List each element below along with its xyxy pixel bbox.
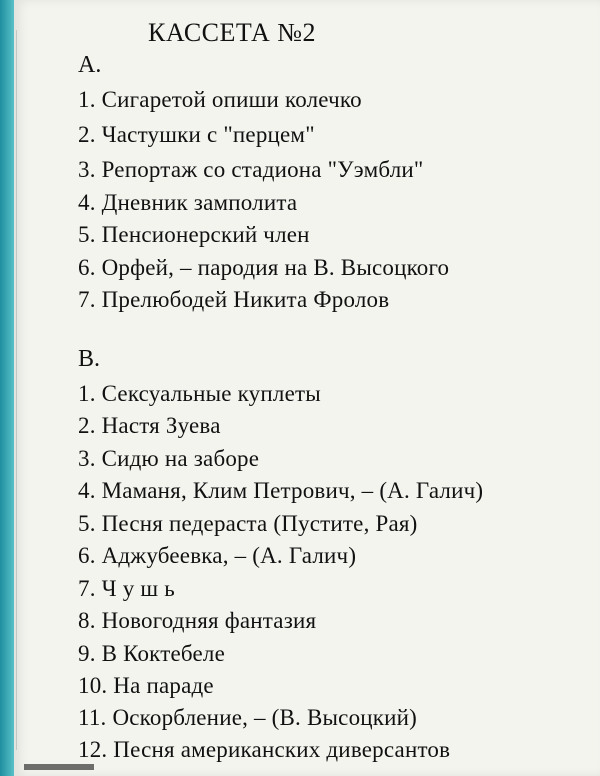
side-b-track: 9. В Коктебеле bbox=[78, 641, 226, 666]
side-a-track: 1. Сигаретой опиши колечко bbox=[78, 87, 362, 112]
side-a-track: 3. Репортаж со стадиона "Уэмбли" bbox=[78, 157, 424, 182]
print-artifact bbox=[24, 764, 94, 770]
side-b-track: 11. Оскорбление, – (В. Высоцкий) bbox=[78, 705, 418, 730]
side-a-label: А. bbox=[78, 52, 102, 78]
side-b-track: 10. На параде bbox=[78, 673, 214, 698]
side-b-track: 8. Новогодняя фантазия bbox=[78, 608, 317, 633]
side-a-track: 4. Дневник замполита bbox=[78, 190, 298, 215]
side-b-track: 5. Песня педераста (Пустите, Рая) bbox=[78, 511, 418, 536]
side-a-track: 7. Прелюбодей Никита Фролов bbox=[78, 287, 390, 312]
side-b-track: 12. Песня американских диверсантов bbox=[78, 737, 451, 762]
side-a-track: 2. Частушки с "перцем" bbox=[78, 122, 315, 147]
side-b-track: 3. Сидю на заборе bbox=[78, 446, 260, 471]
side-b-track: 7. Ч у ш ь bbox=[78, 576, 175, 601]
side-b-track: 1. Сексуальные куплеты bbox=[78, 381, 321, 406]
paper-fold-line bbox=[16, 30, 17, 750]
side-b-track: 4. Маманя, Клим Петрович, – (А. Галич) bbox=[78, 478, 484, 503]
side-a-track: 5. Пенсионерский член bbox=[78, 222, 310, 247]
page-title: КАССЕТА №2 bbox=[148, 18, 317, 47]
side-b-track: 6. Аджубеевка, – (А. Галич) bbox=[78, 543, 357, 568]
side-b-label: В. bbox=[78, 346, 101, 372]
side-b-track: 2. Настя Зуева bbox=[78, 413, 221, 438]
background-edge bbox=[0, 0, 14, 776]
side-a-track: 6. Орфей, – пародия на В. Высоцкого bbox=[78, 255, 450, 280]
